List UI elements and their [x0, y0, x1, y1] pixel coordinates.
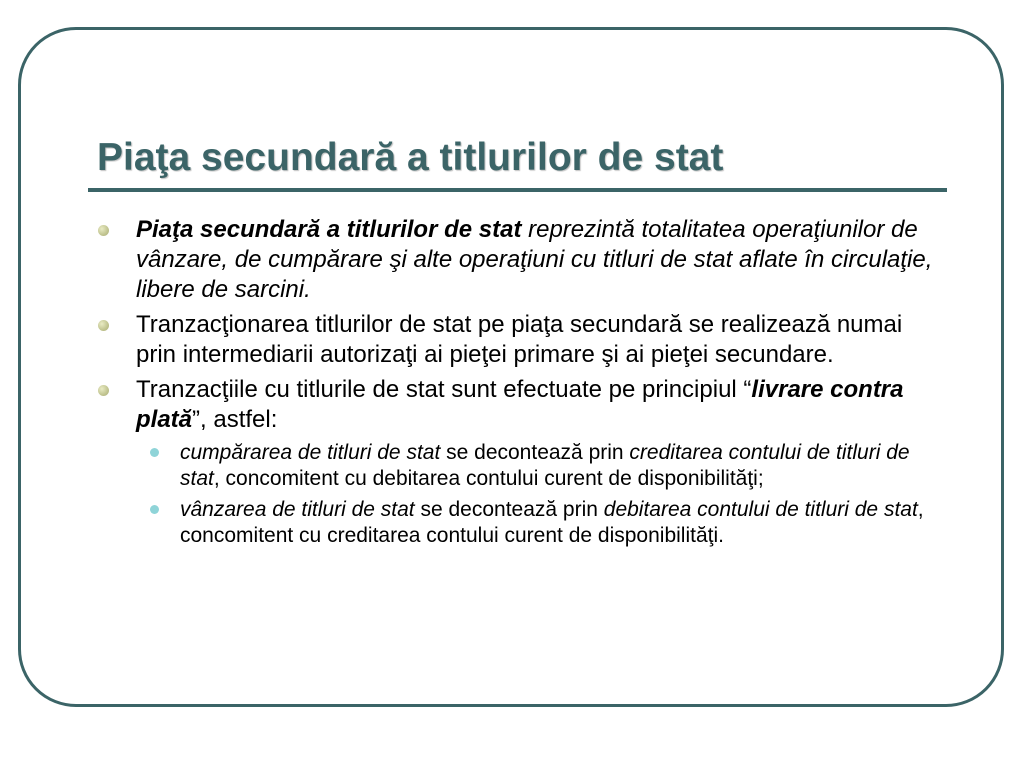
bullet-text-after: ”, astfel: — [192, 406, 278, 433]
sub-bullet-verb: se decontează prin — [440, 441, 630, 464]
sub-bullet-item — [95, 497, 945, 549]
sub-bullet-verb: se decontează prin — [414, 498, 604, 521]
bullet-item — [95, 375, 945, 435]
sub-bullet-operation: debitarea contului de titluri de stat — [603, 498, 918, 521]
bullet-text: Tranzacţionarea titlurilor de stat pe piaţa secundară se realizează numai prin intermediarii autorizaţi ai pieţei primare şi ai pieţei secundare. — [136, 311, 903, 368]
sub-bullet-rest: , concomitent cu debitarea contului curent de disponibilităţi; — [213, 467, 764, 490]
bullet-item — [95, 310, 945, 370]
bullet-dot-icon — [98, 385, 109, 396]
sub-bullet-rest: , concomitent cu creditarea contului curent de disponibilităţi. — [180, 498, 924, 547]
bullet-text-before: Tranzacţiile cu titlurile de stat sunt efectuate pe principiul “ — [136, 376, 752, 403]
sub-bullet-dot-icon — [150, 505, 159, 514]
bullet-text: reprezintă totalitatea operaţiunilor de vânzare, de cumpărare şi alte operaţiuni cu titluri de stat aflate în circulaţie, libere de sarcini. — [136, 216, 933, 303]
title-underline — [88, 188, 947, 192]
bullet-dot-icon — [98, 320, 109, 331]
bullet-dot-icon — [98, 225, 109, 236]
sub-bullet-operation: creditarea contului de titluri de stat — [180, 441, 910, 490]
bullet-term: Piaţa secundară a titlurilor de stat — [136, 216, 522, 243]
sub-bullet-item — [95, 440, 945, 492]
slide-content — [95, 215, 945, 554]
bullet-item — [95, 215, 945, 305]
slide-title: Piaţa secundară a titlurilor de stat — [97, 136, 724, 179]
sub-bullet-subject: cumpărarea de titluri de stat — [180, 441, 441, 464]
sub-bullet-subject: vânzarea de titluri de stat — [180, 498, 415, 521]
bullet-emphasis: livrare contra plată — [136, 376, 904, 433]
sub-bullet-dot-icon — [150, 448, 159, 457]
